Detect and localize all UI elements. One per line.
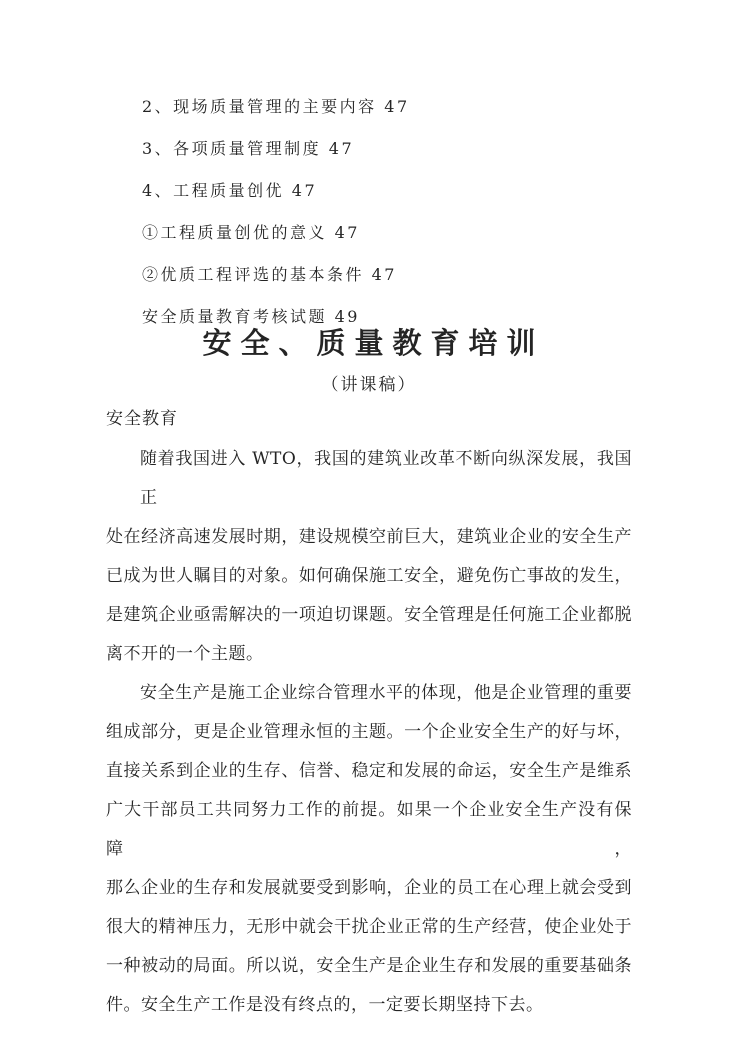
toc-item: 2、现场质量管理的主要内容 47 (142, 97, 410, 116)
text-line: 直接关系到企业的生存、信誉、稳定和发展的命运，安全生产是维系 (106, 761, 632, 781)
text-line: 已成为世人瞩目的对象。如何确保施工安全，避免伤亡事故的发生， (106, 566, 632, 586)
text-line: 组成部分，更是企业管理永恒的主题。一个企业安全生产的好与坏， (106, 722, 632, 742)
table-of-contents (142, 0, 632, 338)
toc-item: 4、工程质量创优 47 (142, 181, 318, 200)
text-line: 随着我国进入 WTO，我国的建筑业改革不断向纵深发展，我国正 (140, 449, 632, 508)
toc-item: 3、各项质量管理制度 47 (142, 139, 355, 158)
text-line: 安全生产是施工企业综合管理水平的体现，他是企业管理的重要 (140, 683, 632, 703)
text-line: 一种被动的局面。所以说，安全生产是企业生存和发展的重要基础条 (106, 956, 632, 976)
section-heading: 安全教育 (106, 409, 178, 429)
toc-item: ①工程质量创优的意义 47 (142, 223, 360, 242)
document-body (106, 440, 632, 1025)
toc-item: ②优质工程评选的基本条件 47 (142, 265, 397, 284)
text-line: 那么企业的生存和发展就要受到影响，企业的员工在心理上就会受到 (106, 878, 632, 898)
toc-item: 安全质量教育考核试题 49 (142, 307, 360, 326)
text-line: 广大干部员工共同努力工作的前提。如果一个企业安全生产没有保障， (106, 800, 632, 859)
text-line: 件。安全生产工作是没有终点的，一定要长期坚持下去。 (106, 995, 544, 1015)
text-line: 离不开的一个主题。 (106, 644, 264, 664)
document-subtitle: （讲课稿） (321, 375, 417, 395)
document-content (106, 0, 632, 1025)
text-line: 很大的精神压力，无形中就会干扰企业正常的生产经营，使企业处于 (106, 917, 632, 937)
text-line: 处在经济高速发展时期，建设规模空前巨大，建筑业企业的安全生产 (106, 527, 632, 547)
text-line: 是建筑企业亟需解决的一项迫切课题。安全管理是任何施工企业都脱 (106, 605, 632, 625)
document-title: 安全、质量教育培训 (202, 326, 545, 360)
